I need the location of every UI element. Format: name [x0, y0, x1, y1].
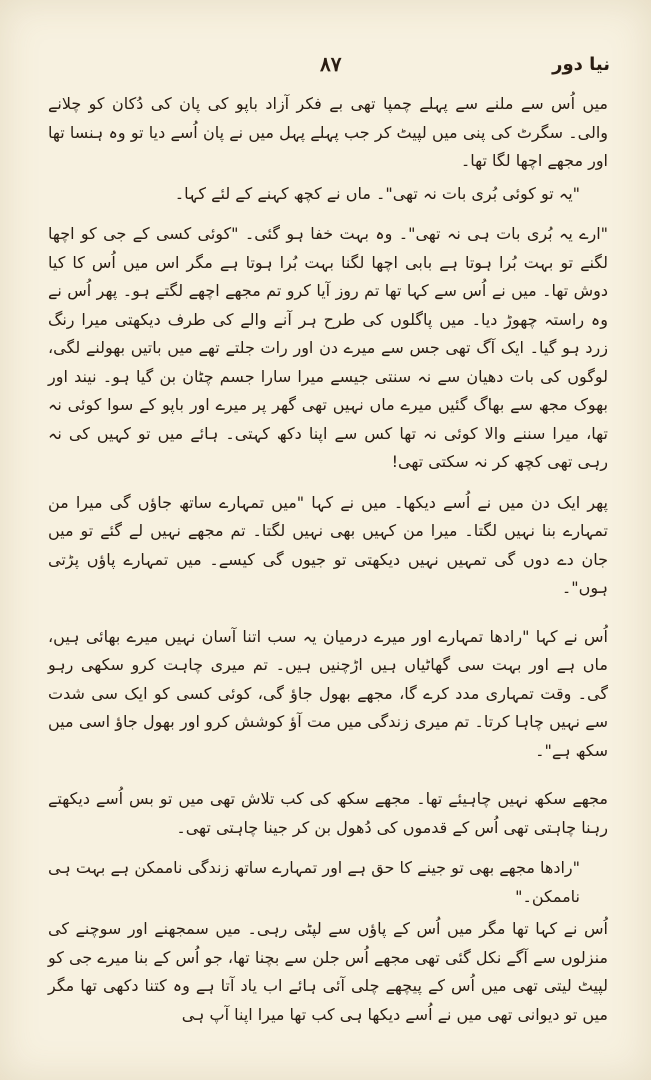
- page-number: ۸۷: [320, 52, 342, 76]
- journal-name: نیا دور: [552, 54, 610, 75]
- paragraph: میں اُس سے ملنے سے پہلے چمپا تھی بے فکر آزاد باپو کی پان کی دُکان کو چلانے والی۔ سگرٹ کی پنی میں لپیٹ کر جب پہلے پہل میں نے پان اُسے دیا تو وہ ہنسا تھا اور مجھے اچھا لگا تھا۔: [48, 94, 608, 170]
- page-body: [48, 90, 608, 1029]
- paragraph: اُس نے کہا تھا مگر میں اُس کے پاؤں سے لپٹی رہی۔ میں سمجھنے اور سوچنے کی منزلوں سے آگے نکل گئی تھی مجھے اُس جلن سے بچنا تھا، جو اُس کے بنا میرے جی کو لپیٹ لیتی تھی میں اُس کے پیچھے چلی آئی ہائے اب یاد آتا ہے وہ کتنا دکھی تھا مگر میں تو دیوانی تھی میں نے اُسے دیکھا ہی کب تھا میرا اپنا آپ ہی: [48, 919, 608, 1024]
- paragraph: مجھے سکھ نہیں چاہیئے تھا۔ مجھے سکھ کی کب تلاش تھی میں تو بس اُسے دیکھتے رہنا چاہتی تھی اُس کے قدموں کی دُھول بن کر جینا چاہتی تھی۔: [48, 789, 608, 837]
- paragraph: پھر ایک دن میں نے اُسے دیکھا۔ میں نے کہا "میں تمہارے ساتھ جاؤں گی میرا من تمہارے بنا نہیں لگتا۔ میرا من کہیں بھی نہیں لگتا۔ تم مجھے نہیں لے گئے تو میں جان دے دوں گی تمہیں نہیں دیکھتی تو جیوں گی کیسے۔ میں تمہارے پاؤں پڑتی ہوں"۔: [48, 492, 608, 597]
- paragraph: "ارے یہ بُری بات ہی نہ تھی"۔ وہ بہت خفا ہو گئی۔ "کوئی کسی کے جی کو اچھا لگنے تو بہت بُرا ہوتا ہے بابی اچھا لگنا بہت بُرا ہوتا ہے مگر اس میں اُس کا کیا دوش تھا۔ میں نے اُس سے کہا تھا تم روز آیا کرو تم مجھے اچھے لگتے ہو۔ پھر اُس نے وہ راستہ چھوڑ دیا۔ میں پاگلوں کی طرح ہر آنے والے کی طرف دیکھتی میرا رنگ زرد ہو گیا۔ ایک آگ تھی جس سے میرے دن اور رات جلتے تھے میں باتیں بھولنے لگی، لوگوں کی بات دھیان سے نہ سنتی جیسے میرا سارا جسم چٹان بن گیا ہو۔ نیند اور بھوک مجھ سے بھاگ گئیں میرے ماں نہیں تھی گھر پر میرے اور باپو کے سوا کوئی نہ تھا، میرا سننے والا کوئی نہ تھا کس سے اپنا دکھ کہتی۔ ہائے میں تو کہیں کی نہ رہی تھی کچھ کر نہ سکتی تھی!: [48, 224, 608, 471]
- paragraph: "یہ تو کوئی بُری بات نہ تھی"۔ ماں نے کچھ کہنے کے لئے کہا۔: [174, 183, 580, 203]
- paragraph: اُس نے کہا "رادھا تمہارے اور میرے درمیان یہ سب اتنا آسان نہیں میرے بھائی ہیں، ماں ہے اور بہت سی گھاٹیاں ہیں اڑچنیں ہیں۔ تم میری چاہت کرو سکھی رہو گی۔ وقت تمہاری مدد کرے گا، مجھے بھول جاؤ گی، کوئی کسی کو ایک سی شدت سے نہیں چاہا کرتا۔ تم میری زندگی میں مت آؤ کوشش کرو اور بھول جاؤ اسی میں سکھ ہے"۔: [48, 626, 608, 760]
- paragraph: "رادھا مجھے بھی تو جینے کا حق ہے اور تمہارے ساتھ زندگی ناممکن ہے بہت ہی ناممکن۔": [48, 858, 580, 906]
- page-header: [60, 52, 610, 84]
